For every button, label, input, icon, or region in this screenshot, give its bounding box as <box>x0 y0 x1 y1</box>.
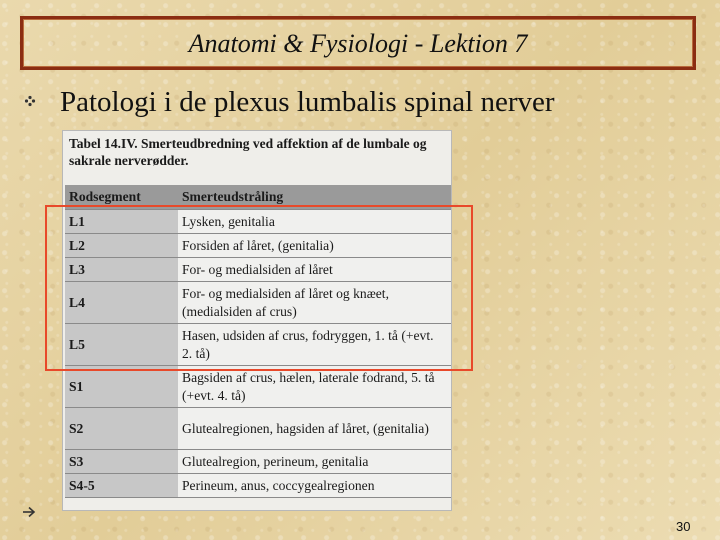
title-frame <box>20 16 696 70</box>
table-row <box>65 474 451 498</box>
pain-cell: Glutealregion, perineum, genitalia <box>178 450 451 474</box>
table-row <box>65 408 451 450</box>
segment-cell: L4 <box>65 282 178 324</box>
pain-cell: Glutealregionen, hagsiden af låret, (genitalia) <box>178 408 451 450</box>
pain-cell: Lysken, genitalia <box>178 210 451 234</box>
segment-cell: L3 <box>65 258 178 282</box>
segment-cell: L5 <box>65 324 178 366</box>
pain-cell: For- og medialsiden af låret <box>178 258 451 282</box>
slide-title: Anatomi & Fysiologi - Lektion 7 <box>188 29 528 58</box>
segment-cell: S2 <box>65 408 178 450</box>
segment-cell: L1 <box>65 210 178 234</box>
diamond-bullet-icon <box>24 95 36 107</box>
segment-cell: S4-5 <box>65 474 178 498</box>
table-row <box>65 366 451 408</box>
pain-cell: Bagsiden af crus, hælen, laterale fodrand, 5. tå (+evt. 4. tå) <box>178 366 451 408</box>
header-smerteudstraling: Smerteudstråling <box>178 185 451 210</box>
pain-cell: Hasen, udsiden af crus, fodryggen, 1. tå (+evt. 2. tå) <box>178 324 451 366</box>
table-caption: Tabel 14.IV. Smerteudbredning ved affektion af de lumbale og sakrale nerverødder. <box>69 136 427 168</box>
page-number: 30 <box>676 519 691 534</box>
segment-cell: L2 <box>65 234 178 258</box>
pain-cell: Perineum, anus, coccygealregionen <box>178 474 451 498</box>
slide-heading: Patologi i de plexus lumbalis spinal nerver <box>60 86 555 118</box>
highlight-box <box>45 205 473 371</box>
segment-cell: S1 <box>65 366 178 408</box>
segment-cell: S3 <box>65 450 178 474</box>
header-rodsegment: Rodsegment <box>65 185 178 210</box>
arrow-right-icon <box>22 506 36 518</box>
pain-cell: For- og medialsiden af låret og knæet, (medialsiden af crus) <box>178 282 451 324</box>
table-row <box>65 450 451 474</box>
pain-cell: Forsiden af låret, (genitalia) <box>178 234 451 258</box>
